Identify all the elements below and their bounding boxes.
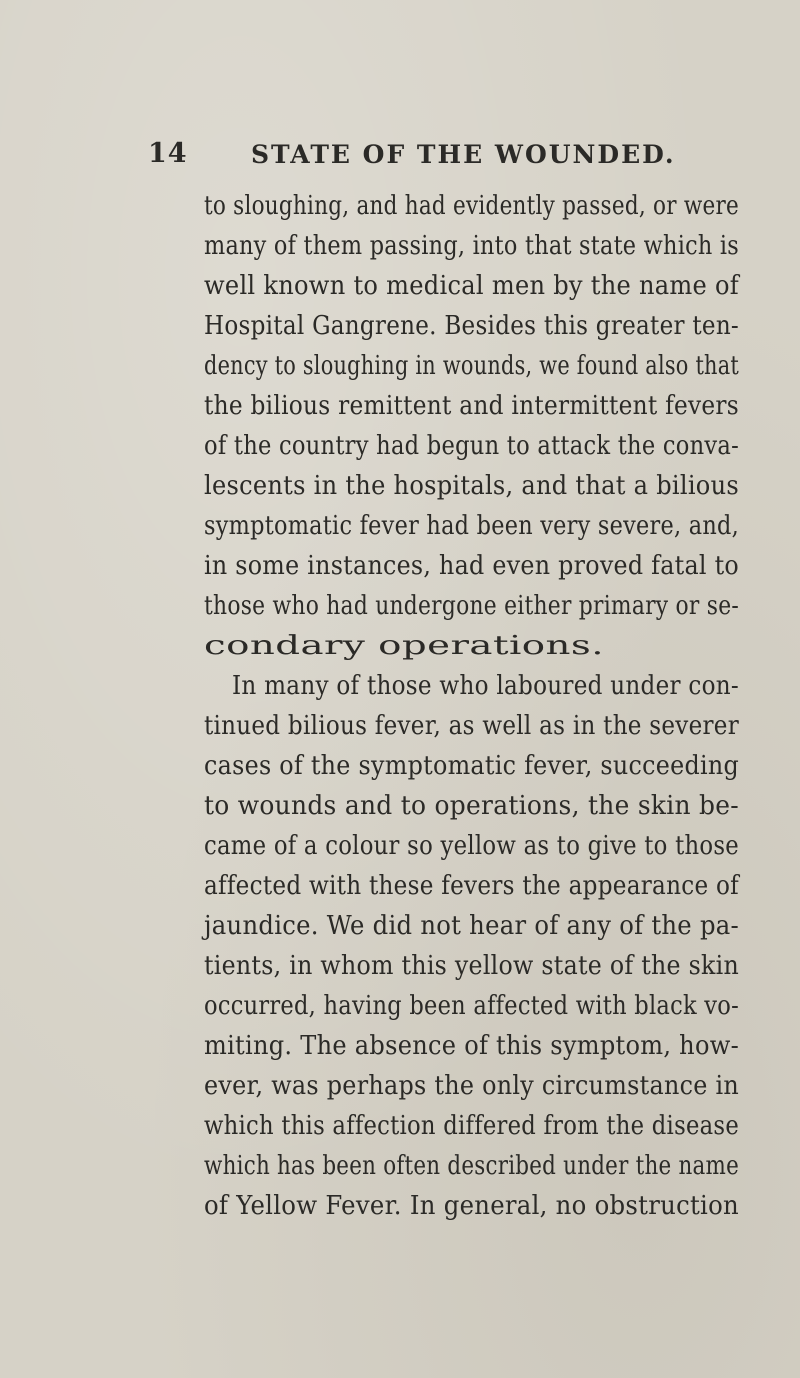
text-line: tinued bilious fever, as well as in the severer bbox=[204, 710, 739, 741]
text-line: to sloughing, and had evidently passed, or were bbox=[204, 190, 739, 221]
page-header bbox=[148, 138, 676, 178]
text-line: came of a colour so yellow as to give to those bbox=[204, 830, 739, 861]
text-line: symptomatic fever had been very severe, and, bbox=[204, 510, 739, 541]
text-line: Hospital Gangrene. Besides this greater ten- bbox=[204, 310, 739, 341]
text-line: condary operations. bbox=[204, 630, 604, 661]
text-line: which this affection differed from the disease bbox=[204, 1110, 739, 1141]
text-line: affected with these fevers the appearance of bbox=[204, 870, 739, 901]
text-line: which has been often described under the name bbox=[204, 1150, 739, 1181]
text-line: in some instances, had even proved fatal to bbox=[204, 550, 739, 581]
text-line: cases of the symptomatic fever, succeeding bbox=[204, 750, 739, 781]
text-line: to wounds and to operations, the skin be- bbox=[204, 790, 739, 821]
text-line: the bilious remittent and intermittent fevers bbox=[204, 390, 739, 421]
text-line: ever, was perhaps the only circumstance in bbox=[204, 1070, 739, 1101]
text-line: tients, in whom this yellow state of the skin bbox=[204, 950, 739, 981]
text-line: miting. The absence of this symptom, how- bbox=[204, 1030, 739, 1061]
text-line: of the country had begun to attack the conva- bbox=[204, 430, 739, 461]
text-line: well known to medical men by the name of bbox=[204, 270, 739, 301]
text-line: of Yellow Fever. In general, no obstruction bbox=[204, 1190, 739, 1221]
page-number: 14 bbox=[148, 138, 188, 169]
text-line: dency to sloughing in wounds, we found also that bbox=[204, 350, 739, 381]
text-line: jaundice. We did not hear of any of the pa- bbox=[204, 910, 739, 941]
text-line: In many of those who laboured under con- bbox=[232, 670, 739, 701]
text-line: those who had undergone either primary or se- bbox=[204, 590, 739, 621]
text-line: occurred, having been affected with black vo- bbox=[204, 990, 739, 1021]
running-head: STATE OF THE WOUNDED. bbox=[251, 140, 676, 169]
text-line: lescents in the hospitals, and that a bilious bbox=[204, 470, 739, 501]
text-line: many of them passing, into that state which is bbox=[204, 230, 739, 261]
